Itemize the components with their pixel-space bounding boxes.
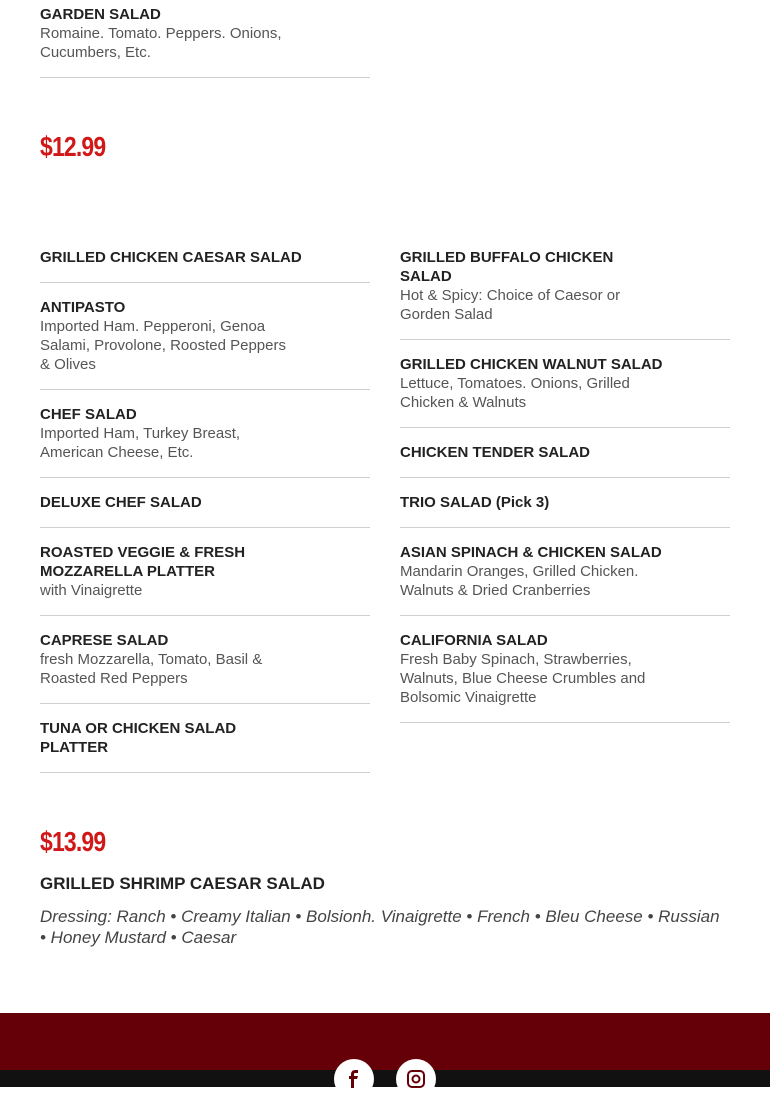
- menu-item: [40, 248, 370, 267]
- menu-item: [40, 631, 370, 688]
- divider: [40, 615, 370, 616]
- item-desc: American Cheese, Etc.: [40, 444, 194, 461]
- menu-item: [40, 719, 370, 757]
- item-desc: Lettuce, Tomatoes. Onions, Grilled: [400, 375, 630, 392]
- item-title: CHEF SALAD: [40, 406, 137, 423]
- item-title: GRILLED CHICKEN WALNUT SALAD: [400, 356, 663, 373]
- menu-item: [400, 493, 730, 512]
- item-title: PLATTER: [40, 739, 109, 756]
- instagram-icon: [406, 1069, 426, 1089]
- dressing-options: Dressing: Ranch • Creamy Italian • Bolsionh. Vinaigrette • French • Bleu Cheese • Russian • Honey Mustard • Caesar: [40, 907, 720, 947]
- item-title: GRILLED SHRIMP CAESAR SALAD: [40, 874, 325, 893]
- divider: [400, 339, 730, 340]
- menu-item: [400, 248, 730, 324]
- divider: [400, 615, 730, 616]
- divider: [40, 703, 370, 704]
- divider: [40, 772, 370, 773]
- facebook-icon: [344, 1069, 364, 1089]
- item-title: TUNA OR CHICKEN SALAD: [40, 720, 237, 737]
- item-desc: Salami, Provolone, Roosted Peppers: [40, 337, 286, 354]
- menu-item: [40, 405, 370, 462]
- footer: [0, 1013, 770, 1070]
- menu-item: [40, 298, 370, 374]
- item-desc: Cucumbers, Etc.: [40, 44, 151, 61]
- item-title: GRILLED CHICKEN CAESAR SALAD: [40, 249, 302, 266]
- item-desc: Imported Ham, Turkey Breast,: [40, 425, 241, 442]
- facebook-link[interactable]: [334, 1059, 374, 1099]
- divider: [400, 427, 730, 428]
- item-desc: Mandarin Oranges, Grilled Chicken.: [400, 563, 639, 580]
- item-desc: Imported Ham. Pepperoni, Genoa: [40, 318, 266, 335]
- item-desc: Fresh Baby Spinach, Strawberries,: [400, 651, 632, 668]
- item-title: TRIO SALAD (Pick 3): [400, 494, 550, 511]
- price-heading: $13.99: [40, 826, 106, 857]
- item-desc: Walnuts, Blue Cheese Crumbles and: [400, 670, 646, 687]
- item-title: ASIAN SPINACH & CHICKEN SALAD: [400, 544, 662, 561]
- footer-bottom-bar: [0, 1070, 770, 1087]
- item-desc: with Vinaigrette: [40, 582, 143, 599]
- item-desc: Romaine. Tomato. Peppers. Onions,: [40, 25, 282, 42]
- divider: [400, 527, 730, 528]
- item-title: CAPRESE SALAD: [40, 632, 169, 649]
- divider: [40, 527, 370, 528]
- menu-item: [40, 543, 370, 600]
- divider: [40, 282, 370, 283]
- item-title: MOZZARELLA PLATTER: [40, 563, 215, 580]
- divider: [40, 389, 370, 390]
- menu-item: [400, 543, 730, 600]
- divider: [40, 77, 370, 78]
- item-desc: Bolsomic Vinaigrette: [400, 689, 537, 706]
- item-desc: Walnuts & Dried Cranberries: [400, 582, 591, 599]
- item-desc: Roasted Red Peppers: [40, 670, 188, 687]
- menu-item: [400, 443, 730, 462]
- menu-item: [400, 355, 730, 412]
- item-title: ROASTED VEGGIE & FRESH: [40, 544, 246, 561]
- item-title: DELUXE CHEF SALAD: [40, 494, 202, 511]
- item-title: CALIFORNIA SALAD: [400, 632, 548, 649]
- price-heading: $12.99: [40, 131, 106, 162]
- item-title: GARDEN SALAD: [40, 6, 161, 23]
- item-title: ANTIPASTO: [40, 299, 126, 316]
- item-desc: Gorden Salad: [400, 306, 493, 323]
- divider: [400, 477, 730, 478]
- item-desc: fresh Mozzarella, Tomato, Basil &: [40, 651, 263, 668]
- instagram-link[interactable]: [396, 1059, 436, 1099]
- divider: [40, 477, 370, 478]
- divider: [400, 722, 730, 723]
- item-desc: Hot & Spicy: Choice of Caesor or: [400, 287, 621, 304]
- item-title: SALAD: [400, 268, 452, 285]
- item-title: CHICKEN TENDER SALAD: [400, 444, 591, 461]
- menu-item: [400, 631, 730, 707]
- item-desc: & Olives: [40, 356, 96, 373]
- item-title: GRILLED BUFFALO CHICKEN: [400, 249, 614, 266]
- menu-item-garden-salad: [40, 5, 370, 62]
- item-desc: Chicken & Walnuts: [400, 394, 527, 411]
- menu-item: [40, 493, 370, 512]
